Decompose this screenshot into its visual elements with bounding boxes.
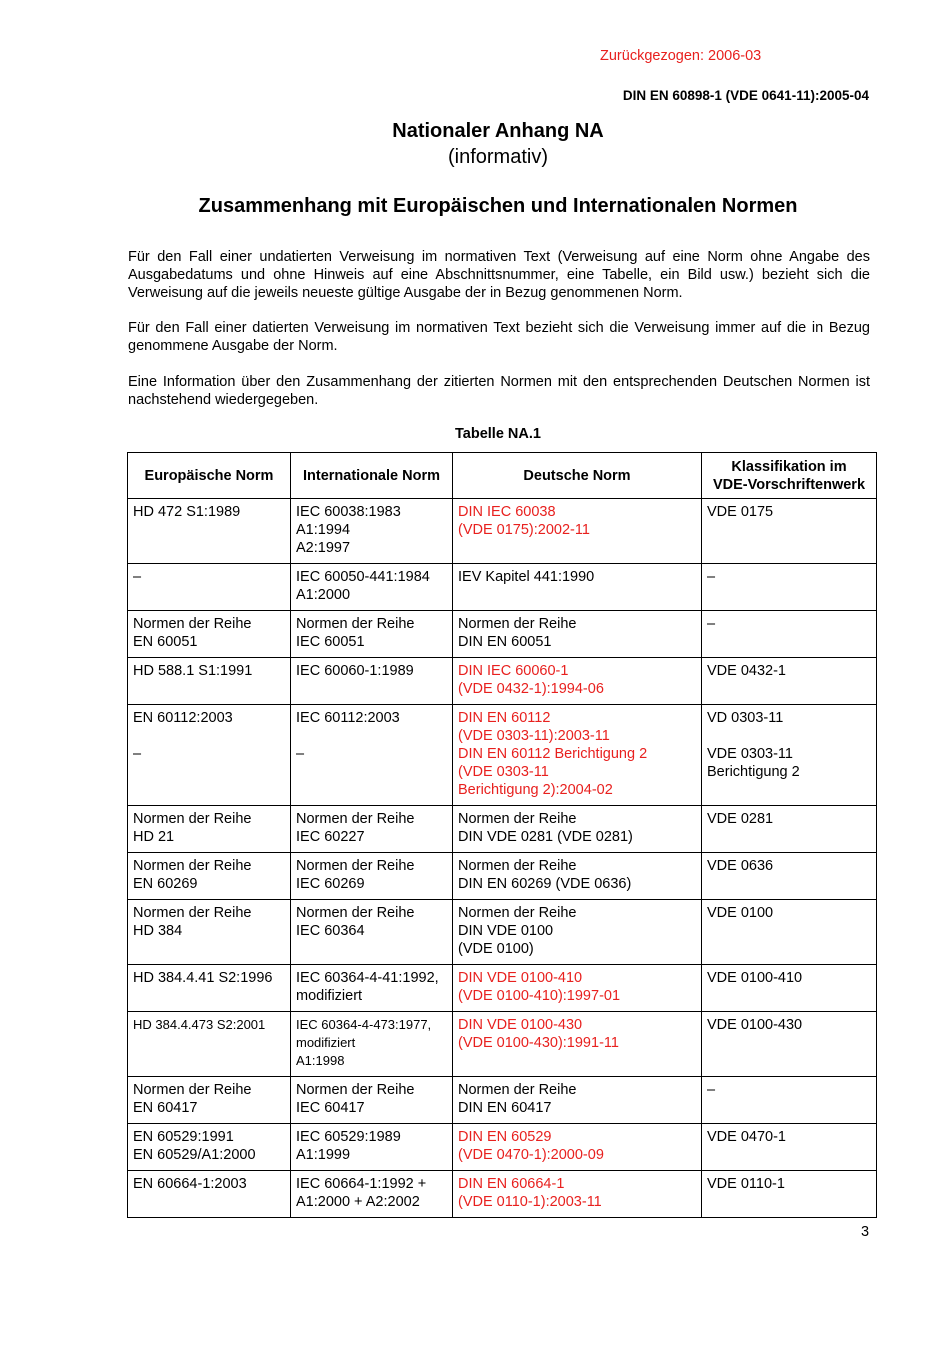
cell-german-norm-link[interactable]: DIN IEC 60060-1 (VDE 0432-1):1994-06 [453,658,702,705]
cell-vde-classification: VDE 0470-1 [702,1124,877,1171]
cell-international-norm: Normen der Reihe IEC 60051 [291,611,453,658]
cell-international-norm: Normen der Reihe IEC 60364 [291,900,453,965]
cell-european-norm: EN 60112:2003 – [128,705,291,806]
cell-german-norm-link[interactable]: DIN VDE 0100-410 (VDE 0100-410):1997-01 [453,965,702,1012]
cell-international-norm: Normen der Reihe IEC 60269 [291,853,453,900]
cell-vde-classification: VD 0303-11 VDE 0303-11 Berichtigung 2 [702,705,877,806]
cell-european-norm: EN 60529:1991 EN 60529/A1:2000 [128,1124,291,1171]
cell-german-norm-link[interactable]: DIN IEC 60038 (VDE 0175):2002-11 [453,499,702,564]
table-row [128,1077,877,1124]
cell-international-norm: IEC 60529:1989 A1:1999 [291,1124,453,1171]
cell-european-norm: Normen der Reihe EN 60269 [128,853,291,900]
table-row [128,564,877,611]
cell-vde-classification: VDE 0175 [702,499,877,564]
table-row [128,705,877,806]
cell-international-norm: IEC 60038:1983 A1:1994 A2:1997 [291,499,453,564]
section-title: Zusammenhang mit Europäischen und Internationalen Normen [198,195,798,217]
cell-international-norm: IEC 60060-1:1989 [291,658,453,705]
norms-table [127,452,877,1218]
cell-german-norm: Normen der Reihe DIN EN 60417 [453,1077,702,1124]
withdrawn-notice: Zurückgezogen: 2006-03 [600,48,762,64]
cell-international-norm: IEC 60112:2003 – [291,705,453,806]
cell-german-norm-link[interactable]: DIN EN 60112 (VDE 0303-11):2003-11 DIN EN 60112 Berichtigung 2 (VDE 0303-11 Berichtigung 2):2004-02 [453,705,702,806]
paragraph-undated-reference: Für den Fall einer undatierten Verweisung im normativen Text (Verweisung auf eine Norm ohne Angabe des Ausgabedatums und ohne Hinweis auf eine Abschnittsnummer, eine Tabelle, ein Bild usw.) bezieht sich die Verweisung auf die jeweils neueste gültige Ausgabe der in Bezug genommenen Norm. [128,249,870,301]
cell-german-norm: Normen der Reihe DIN VDE 0100 (VDE 0100) [453,900,702,965]
cell-german-norm-link[interactable]: DIN EN 60664-1 (VDE 0110-1):2003-11 [453,1171,702,1218]
cell-vde-classification: – [702,564,877,611]
cell-vde-classification: VDE 0636 [702,853,877,900]
cell-european-norm: Normen der Reihe HD 384 [128,900,291,965]
table-row [128,499,877,564]
cell-european-norm: Normen der Reihe HD 21 [128,806,291,853]
table-row [128,900,877,965]
cell-vde-classification: VDE 0281 [702,806,877,853]
cell-vde-classification: – [702,1077,877,1124]
header-german-norm: Deutsche Norm [453,453,702,499]
cell-german-norm: IEV Kapitel 441:1990 [453,564,702,611]
header-vde-classification [702,453,877,499]
table-row [128,965,877,1012]
cell-european-norm: Normen der Reihe EN 60051 [128,611,291,658]
cell-vde-classification: VDE 0100 [702,900,877,965]
cell-international-norm: Normen der Reihe IEC 60227 [291,806,453,853]
cell-european-norm: HD 588.1 S1:1991 [128,658,291,705]
paragraph-information: Eine Information über den Zusammenhang der zitierten Normen mit den entsprechenden Deutschen Normen ist nachstehend wiedergegeben. [128,374,870,408]
annex-title: Nationaler Anhang NA [392,120,604,142]
cell-international-norm: IEC 60050-441:1984 A1:2000 [291,564,453,611]
page-number: 3 [861,1224,870,1240]
cell-vde-classification: – [702,611,877,658]
cell-international-norm: IEC 60364-4-41:1992, modifiziert [291,965,453,1012]
cell-european-norm: HD 384.4.41 S2:1996 [128,965,291,1012]
header-european-norm: Europäische Norm [128,453,291,499]
cell-german-norm: Normen der Reihe DIN EN 60269 (VDE 0636) [453,853,702,900]
cell-german-norm-link[interactable]: DIN VDE 0100-430 (VDE 0100-430):1991-11 [453,1012,702,1077]
cell-vde-classification: VDE 0100-430 [702,1012,877,1077]
cell-international-norm: Normen der Reihe IEC 60417 [291,1077,453,1124]
table-row [128,1124,877,1171]
cell-german-norm-link[interactable]: DIN EN 60529 (VDE 0470-1):2000-09 [453,1124,702,1171]
header-vde-line-1: Klassifikation im [731,458,847,475]
table-header-row [128,453,877,499]
paragraph-dated-reference: Für den Fall einer datierten Verweisung im normativen Text bezieht sich die Verweisung immer auf die in Bezug genommene Ausgabe der Norm. [128,320,870,354]
cell-european-norm: EN 60664-1:2003 [128,1171,291,1218]
cell-international-norm: IEC 60664-1:1992 + A1:2000 + A2:2002 [291,1171,453,1218]
table-caption: Tabelle NA.1 [455,426,541,442]
table-row [128,658,877,705]
cell-international-norm: IEC 60364-4-473:1977, modifiziert A1:1998 [291,1012,453,1077]
cell-vde-classification: VDE 0432-1 [702,658,877,705]
header-international-norm: Internationale Norm [291,453,453,499]
table-row [128,853,877,900]
cell-european-norm: Normen der Reihe EN 60417 [128,1077,291,1124]
cell-european-norm: – [128,564,291,611]
cell-german-norm: Normen der Reihe DIN EN 60051 [453,611,702,658]
table-row [128,611,877,658]
header-vde-line-2: VDE-Vorschriftenwerk [712,476,866,493]
table-row [128,806,877,853]
cell-european-norm: HD 384.4.473 S2:2001 [128,1012,291,1077]
table-row [128,1171,877,1218]
annex-subtitle: (informativ) [447,146,548,168]
table-row [128,1012,877,1077]
cell-european-norm: HD 472 S1:1989 [128,499,291,564]
cell-vde-classification: VDE 0100-410 [702,965,877,1012]
document-id: DIN EN 60898-1 (VDE 0641-11):2005-04 [622,88,869,103]
cell-vde-classification: VDE 0110-1 [702,1171,877,1218]
cell-german-norm: Normen der Reihe DIN VDE 0281 (VDE 0281) [453,806,702,853]
